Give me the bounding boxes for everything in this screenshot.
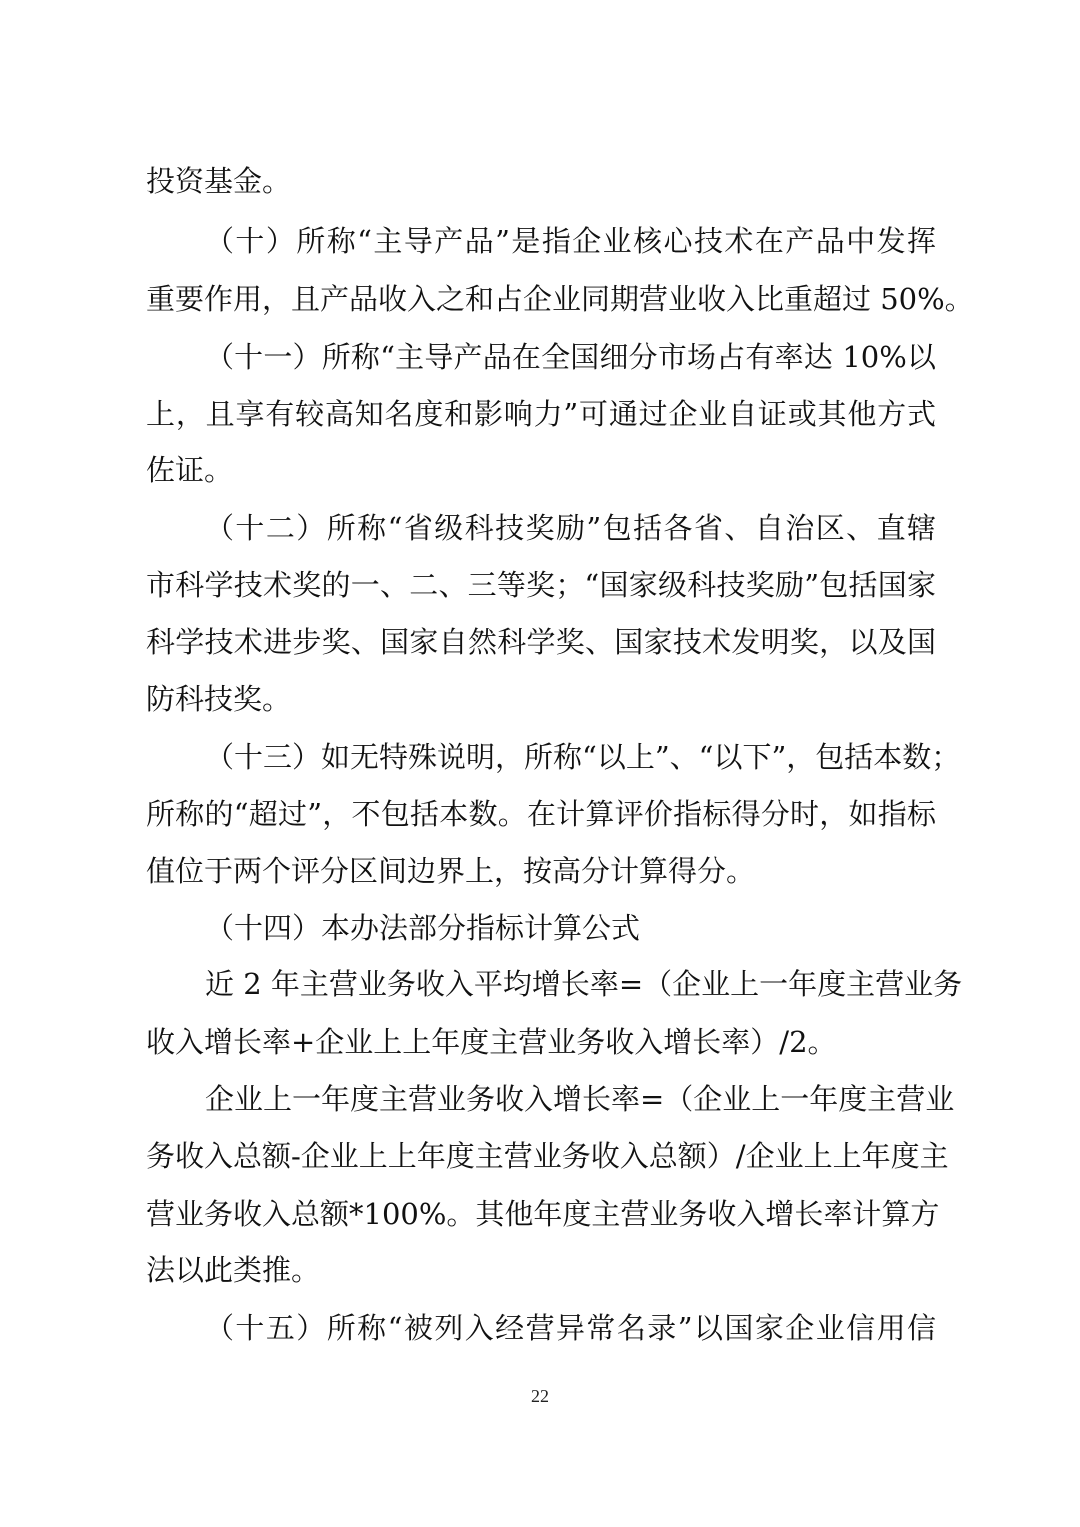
text-line: 重要作用，且产品收入之和占企业同期营业收入比重超过 50%。 [146,282,974,316]
page-number: 22 [531,1386,549,1406]
text-line: 务收入总额-企业上上年度主营业务收入总额）/企业上上年度主 [146,1139,949,1173]
text-line: 法以此类推。 [146,1253,321,1287]
text-line: 防科技奖。 [146,682,292,716]
text-line: （十一）所称“主导产品在全国细分市场占有率达 10%以 [205,340,936,374]
text-line: 值位于两个评分区间边界上，按高分计算得分。 [146,854,756,888]
text-line: 佐证。 [146,453,234,487]
text-line: （十四）本办法部分指标计算公式 [205,911,641,945]
text-line: 收入增长率+企业上上年度主营业务收入增长率）/2。 [146,1025,837,1059]
text-line: （十三）如无特殊说明，所称“以上”、“以下”，包括本数； [205,740,961,774]
text-line: 企业上一年度主营业务收入增长率=（企业上一年度主营业 [205,1082,955,1116]
text-line: （十五）所称“被列入经营异常名录”以国家企业信用信 [205,1311,936,1345]
text-line: （十二）所称“省级科技奖励”包括各省、自治区、直辖 [205,511,936,545]
text-line: 近 2 年主营业务收入平均增长率=（企业上一年度主营业务 [205,967,963,1001]
text-line: 市科学技术奖的一、二、三等奖；“国家级科技奖励”包括国家 [146,568,936,602]
text-line: 科学技术进步奖、国家自然科学奖、国家技术发明奖，以及国 [146,625,936,659]
text-line: 上，且享有较高知名度和影响力”可通过企业自证或其他方式 [146,397,936,431]
text-line: 所称的“超过”，不包括本数。在计算评价指标得分时，如指标 [146,797,936,831]
text-line: （十）所称“主导产品”是指企业核心技术在产品中发挥 [205,224,936,258]
text-line: 投资基金。 [146,164,292,198]
text-line: 营业务收入总额*100%。其他年度主营业务收入增长率计算方 [146,1197,940,1231]
